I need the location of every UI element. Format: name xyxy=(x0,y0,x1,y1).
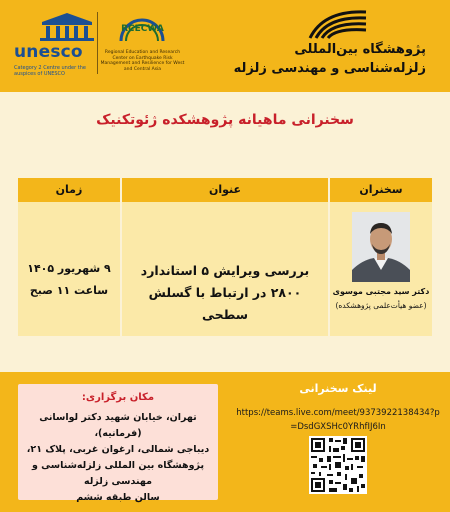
speaker-portrait-icon xyxy=(352,212,410,282)
rcecwa-wordmark: RCECWA xyxy=(121,24,164,34)
rcecwa-logo xyxy=(100,8,185,83)
schedule-table xyxy=(18,178,432,336)
unesco-logo xyxy=(14,10,104,80)
talk-topic: بررسی ویرایش ۵ استاندارد ۲۸۰۰ در ارتباط با گسلش سطحی xyxy=(140,263,310,322)
speaker-name: دکتر سید مجتبی موسوی xyxy=(332,287,430,296)
header-speaker: سخنران xyxy=(359,183,403,196)
venue-box xyxy=(18,384,218,503)
qr-code-icon[interactable] xyxy=(309,436,367,494)
venue-address xyxy=(22,410,214,506)
venue-line: سالن طبقه ششم xyxy=(76,492,160,503)
speaker-role: (عضو هیأت‌علمی پژوهشکده) xyxy=(335,301,427,310)
header-band xyxy=(0,0,450,92)
talk-date: ۹ شهریور ۱۴۰۵ xyxy=(27,262,111,275)
time-cell xyxy=(18,202,120,336)
venue-line: دیباجی شمالی، ارغوان غربی، پلاک ۲۱، xyxy=(26,444,210,455)
unesco-temple-icon xyxy=(32,12,102,42)
speaker-cell xyxy=(330,202,432,336)
link-heading: لینک سخنرانی xyxy=(299,382,377,395)
institute-name: پژوهشگاه بین‌المللی زلزله‌شناسی و مهندسی زلزله xyxy=(233,42,426,76)
meeting-link[interactable]: https://teams.live.com/meet/9373922138434?p=DsdGXSHc0YRhfIJ6In xyxy=(236,408,440,432)
footer-band xyxy=(0,372,450,512)
venue-heading: مکان برگزاری: xyxy=(81,392,155,403)
unesco-wordmark: unesco xyxy=(14,42,83,62)
rcecwa-subtitle: Regional Education and Research Center on Earthquake Risk Management and Resilience for West and Central Asia xyxy=(100,50,185,72)
talk-hour: ساعت ۱۱ صبح xyxy=(29,284,109,297)
logo-divider xyxy=(97,12,98,74)
speaker-photo xyxy=(352,212,410,282)
topic-cell xyxy=(122,202,328,336)
venue-line: تهران، خیابان شهید دکتر لواسانی (فرمانیه)، xyxy=(39,412,197,439)
institute-arc-icon xyxy=(306,6,370,40)
unesco-subtitle: Category 2 Centre under the auspices of UNESCO xyxy=(14,65,86,77)
header-topic: عنوان xyxy=(208,183,242,196)
header-time: زمان xyxy=(55,183,83,196)
talk-title: سخنرانی ماهیانه پژوهشکده ژئوتکنیک xyxy=(96,112,354,128)
venue-line: پژوهشگاه بین المللی زلزله‌شناسی و مهندسی زلزله xyxy=(31,460,205,487)
